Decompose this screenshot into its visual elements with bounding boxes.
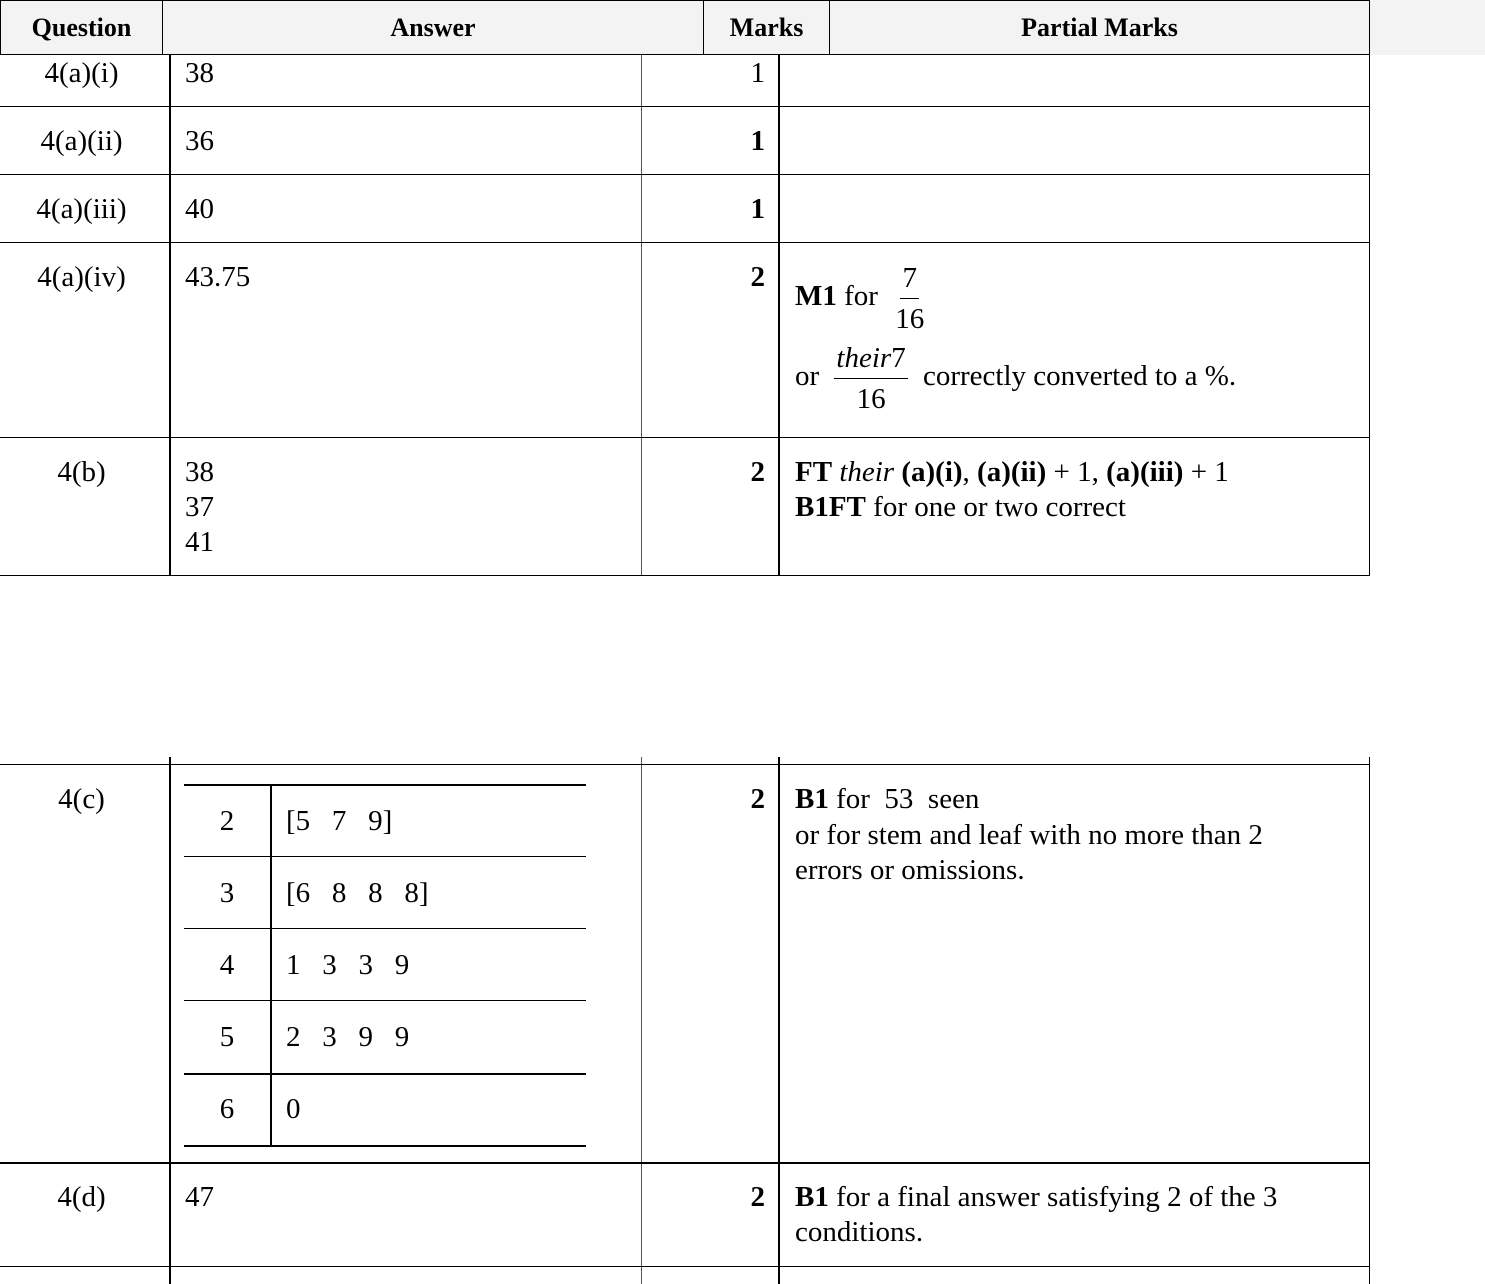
leaf-values: [5 7 9] xyxy=(286,805,393,837)
partial-marks-text: errors or omissions. xyxy=(795,854,1025,886)
fraction-denominator: 16 xyxy=(856,383,886,415)
grid-line xyxy=(1369,55,1370,576)
question-label: 4(d) xyxy=(57,1181,106,1213)
stem-leaf-rule xyxy=(184,784,586,786)
question-label: 4(a)(i) xyxy=(44,57,119,89)
marks-value: 2 xyxy=(750,1181,765,1213)
partial-text: , xyxy=(962,456,970,488)
grid-line xyxy=(641,757,642,1284)
mark-code: B1FT xyxy=(795,491,866,523)
fraction-numerator xyxy=(834,342,907,379)
header-marks: Marks xyxy=(703,0,830,55)
row-divider xyxy=(0,575,1370,576)
question-label: 4(c) xyxy=(58,783,105,815)
answer-value: 36 xyxy=(185,125,214,157)
row-divider xyxy=(0,1162,1370,1164)
partial-marks-text xyxy=(795,455,1229,490)
fraction xyxy=(834,342,907,415)
grid-line xyxy=(169,757,171,1284)
row-divider xyxy=(0,174,1370,175)
row-divider xyxy=(0,106,1370,107)
question-label: 4(a)(ii) xyxy=(40,125,123,157)
leaf-values: 0 xyxy=(286,1093,301,1125)
fraction-number: 7 xyxy=(891,342,906,374)
question-label: 4(a)(iv) xyxy=(37,261,126,293)
leaf-values: [6 8 8 8] xyxy=(286,877,429,909)
fraction-denominator: 16 xyxy=(895,303,925,335)
question-label: 4(a)(iii) xyxy=(36,193,127,225)
stem-leaf-rule xyxy=(184,856,586,857)
answer-value: 47 xyxy=(185,1181,214,1213)
answer-value: 40 xyxy=(185,193,214,225)
partial-text: + 1 xyxy=(1183,456,1229,488)
partial-text: for a final answer satisfying 2 of the 3 xyxy=(836,1181,1278,1213)
marks-value: 1 xyxy=(750,57,765,89)
answer-value: 43.75 xyxy=(185,261,251,293)
grid-line xyxy=(1369,757,1370,1284)
header-fill xyxy=(1370,0,1485,55)
stem-value: 5 xyxy=(219,1021,235,1053)
leaf-values: 1 3 3 9 xyxy=(286,949,410,981)
partial-text: or xyxy=(795,360,820,393)
stem-leaf-rule xyxy=(184,1073,586,1075)
fraction-numerator: 7 xyxy=(900,262,919,299)
marks-value: 1 xyxy=(750,125,765,157)
grid-line xyxy=(778,55,780,576)
partial-marks-text xyxy=(795,782,979,817)
partial-marks-text xyxy=(795,262,934,335)
stem-value: 4 xyxy=(219,949,235,981)
partial-marks-text: or for stem and leaf with no more than 2 xyxy=(795,819,1263,851)
their-text: their xyxy=(839,456,895,488)
grid-line xyxy=(641,55,642,576)
marks-value: 1 xyxy=(750,193,765,225)
answer-value: 37 xyxy=(185,491,214,523)
answer-value: 38 xyxy=(185,456,214,488)
grid-line xyxy=(169,55,171,576)
header-answer: Answer xyxy=(162,0,704,55)
leaf-values: 2 3 9 9 xyxy=(286,1021,410,1053)
stem-leaf-rule xyxy=(184,1145,586,1147)
partial-marks-text xyxy=(795,490,1126,525)
part-ref: (a)(iii) xyxy=(1106,456,1184,488)
answer-value: 38 xyxy=(185,57,214,89)
header-question: Question xyxy=(0,0,163,55)
their-text: their xyxy=(836,342,892,374)
row-divider xyxy=(0,764,1370,765)
stem-leaf-rule xyxy=(184,928,586,929)
partial-text: for one or two correct xyxy=(873,491,1126,523)
answer-value: 41 xyxy=(185,526,214,558)
marks-value: 2 xyxy=(750,261,765,293)
mark-code: FT xyxy=(795,456,833,488)
partial-marks-text: conditions. xyxy=(795,1216,924,1248)
header-partial-marks: Partial Marks xyxy=(829,0,1370,55)
partial-text: for 53 seen xyxy=(836,783,980,815)
marks-value: 2 xyxy=(750,456,765,488)
mark-code: B1 xyxy=(795,783,829,815)
partial-text: for xyxy=(844,280,878,313)
fraction xyxy=(893,262,926,335)
grid-line xyxy=(778,757,780,1284)
mark-code: M1 xyxy=(795,280,837,313)
row-divider xyxy=(0,1266,1370,1267)
row-divider xyxy=(0,242,1370,243)
partial-text: correctly converted to a %. xyxy=(922,360,1237,393)
stem-leaf-rule xyxy=(184,1000,586,1001)
question-label: 4(b) xyxy=(57,456,106,488)
stem-value: 6 xyxy=(219,1093,235,1125)
row-divider xyxy=(0,437,1370,438)
stem-value: 2 xyxy=(219,805,235,837)
part-ref: (a)(ii) xyxy=(977,456,1047,488)
stem-value: 3 xyxy=(219,877,235,909)
marks-value: 2 xyxy=(750,783,765,815)
part-ref: (a)(i) xyxy=(901,456,963,488)
partial-text: + 1, xyxy=(1046,456,1107,488)
stem-leaf-divider xyxy=(270,784,272,1147)
partial-marks-text xyxy=(795,1180,1277,1215)
partial-marks-text xyxy=(795,342,1236,415)
mark-code: B1 xyxy=(795,1181,829,1213)
